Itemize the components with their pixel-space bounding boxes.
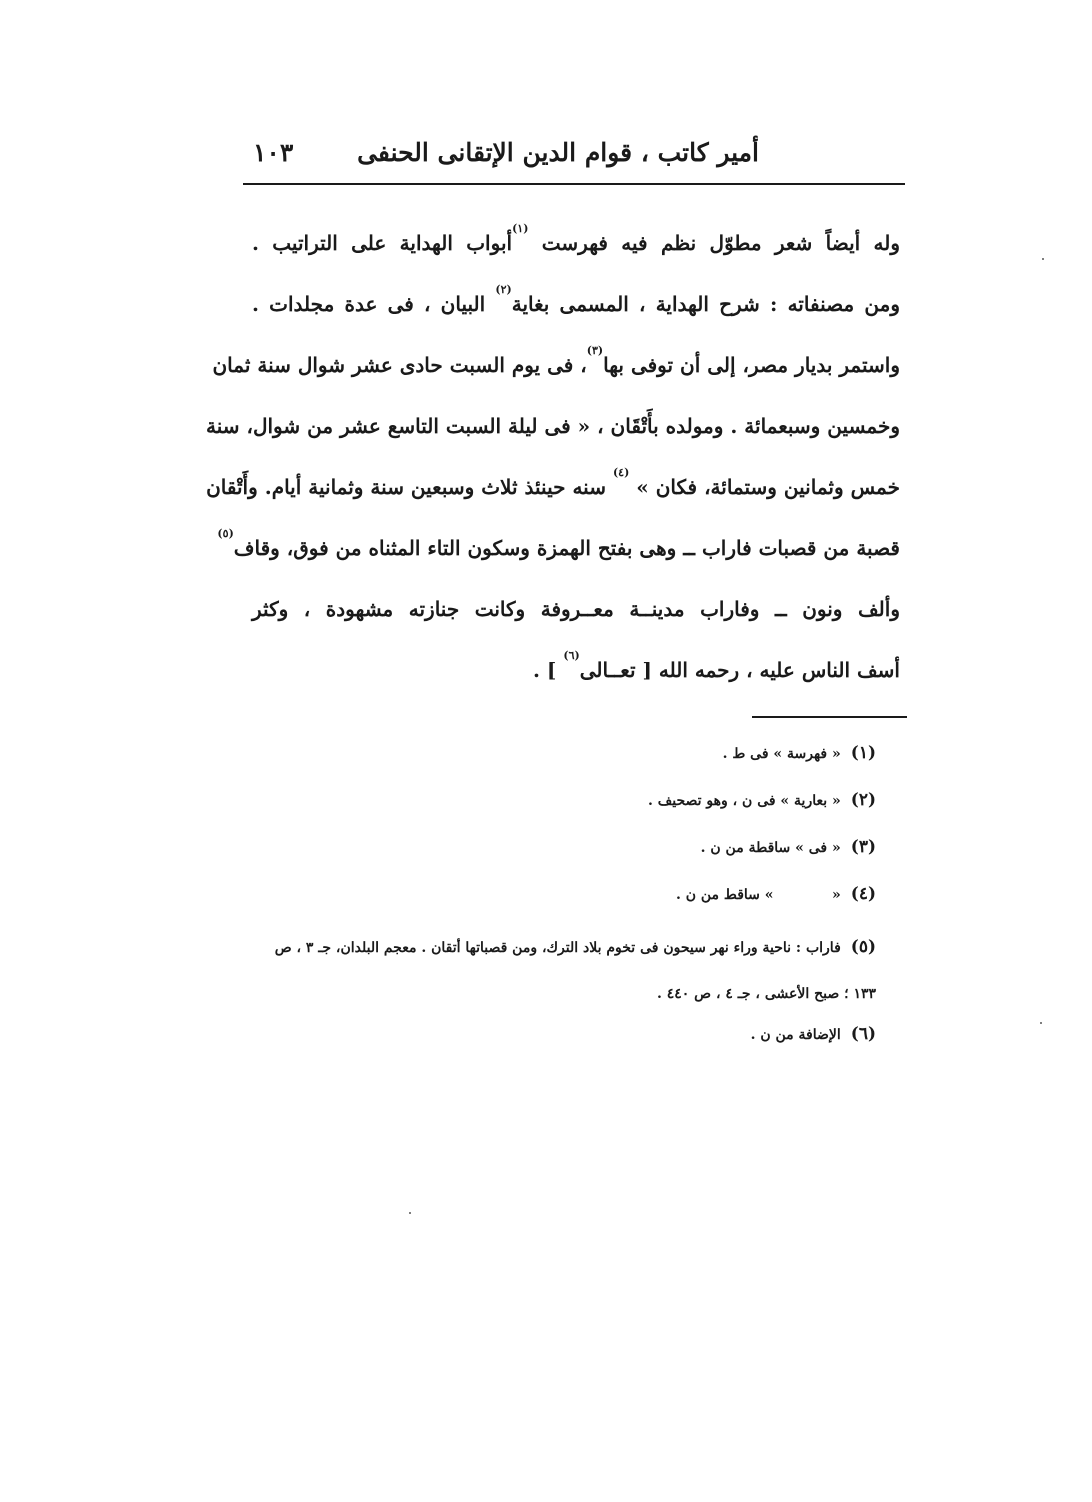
- footnote-number: (٤): [850, 884, 876, 904]
- text-line: خمس وثمانين وستمائة، فكان » $^{(٤)}$ سنه حينئذ ثلاث وسبعين سنة وثمانية أيام. وأَتْقان: [206, 466, 900, 499]
- footnote-text: « بعارية » فى ن ، وهو تصحيف .: [647, 793, 841, 809]
- text-line: وله أيضاً شعر مطوّل نظم فيه فهرست $^{(١)}$أبواب الهداية على التراتيب .: [252, 222, 900, 255]
- footnote-marker[interactable]: (٦): [563, 649, 580, 662]
- scan-speck: [409, 1212, 411, 1214]
- running-header-title: أمير كاتب ، قوام الدين الإتقانى الحنفى: [357, 138, 759, 167]
- text-line: واستمر بديار مصر، إلى أن توفى بها$^{(٣)}$، فى يوم السبت حادى عشر شوال سنة ثمان: [212, 344, 900, 377]
- footnote-item: [252, 877, 876, 924]
- footnote-item: [252, 783, 876, 830]
- footnote-marker[interactable]: (٥): [217, 527, 234, 540]
- text-line: أسف الناس عليه ، رحمه الله [ تعــالى$^{(٦)}$ ] .: [533, 649, 900, 682]
- footnote-marker[interactable]: (١): [512, 222, 529, 235]
- text-line: قصبة من قصبات فاراب ــ وهى بفتح الهمزة وسكون التاء المثناه من فوق، وقاف$^{(٥)}$: [217, 527, 900, 560]
- text-line: وخمسين وسبعمائة . ومولده بأَتْقَان ، « فى ليلة السبت التاسع عشر من شوال، سنة: [206, 414, 900, 438]
- footnote-divider: [752, 716, 907, 718]
- footnote-text: « فى » ساقطة من ن .: [700, 840, 841, 856]
- footnote-number: (٢): [850, 790, 876, 810]
- header-divider: [243, 183, 905, 185]
- footnote-text: « » ساقط من ن .: [675, 887, 841, 903]
- scan-speck: [1042, 258, 1044, 260]
- footnote-number: (١): [850, 743, 876, 763]
- footnote-number: (٦): [850, 1024, 876, 1044]
- footnote-text: فاراب : ناحية وراء نهر سيحون فى تخوم بلاد الترك، ومن قصباتها أتقان . معجم البلدان، جـ ٣ ، ص ١٣٣ ؛ صبح الأعشى ، جـ ٤ ، ص ٤٤٠ .: [274, 940, 876, 1002]
- text-line: وألف ونون ــ وفاراب مدينــة معــروفة وكانت جنازته مشهودة ، وكثر: [252, 597, 900, 621]
- footnote-text: « فهرسة » فى ط .: [722, 746, 841, 762]
- page-number: ١٠٣: [253, 138, 294, 167]
- footnote-item: [252, 830, 876, 877]
- footnote-item: [252, 924, 876, 1017]
- footnote-number: (٣): [850, 837, 876, 857]
- footnote-number: (٥): [850, 937, 876, 957]
- main-text: [206, 218, 900, 706]
- footnote-item: [252, 736, 876, 783]
- footnote-marker[interactable]: (٣): [586, 344, 604, 357]
- text-line: ومن مصنفاته : شرح الهداية ، المسمى بغاية$^{(٢)}$ البيان ، فى عدة مجلدات .: [252, 283, 900, 316]
- footnote-marker[interactable]: (٢): [495, 283, 512, 296]
- footnotes: [252, 736, 876, 1064]
- running-header: [245, 138, 905, 178]
- footnote-marker[interactable]: (٤): [612, 466, 630, 479]
- footnote-item: [252, 1017, 876, 1064]
- scan-speck: [1040, 1022, 1042, 1024]
- footnote-text: الإضافة من ن .: [750, 1027, 841, 1043]
